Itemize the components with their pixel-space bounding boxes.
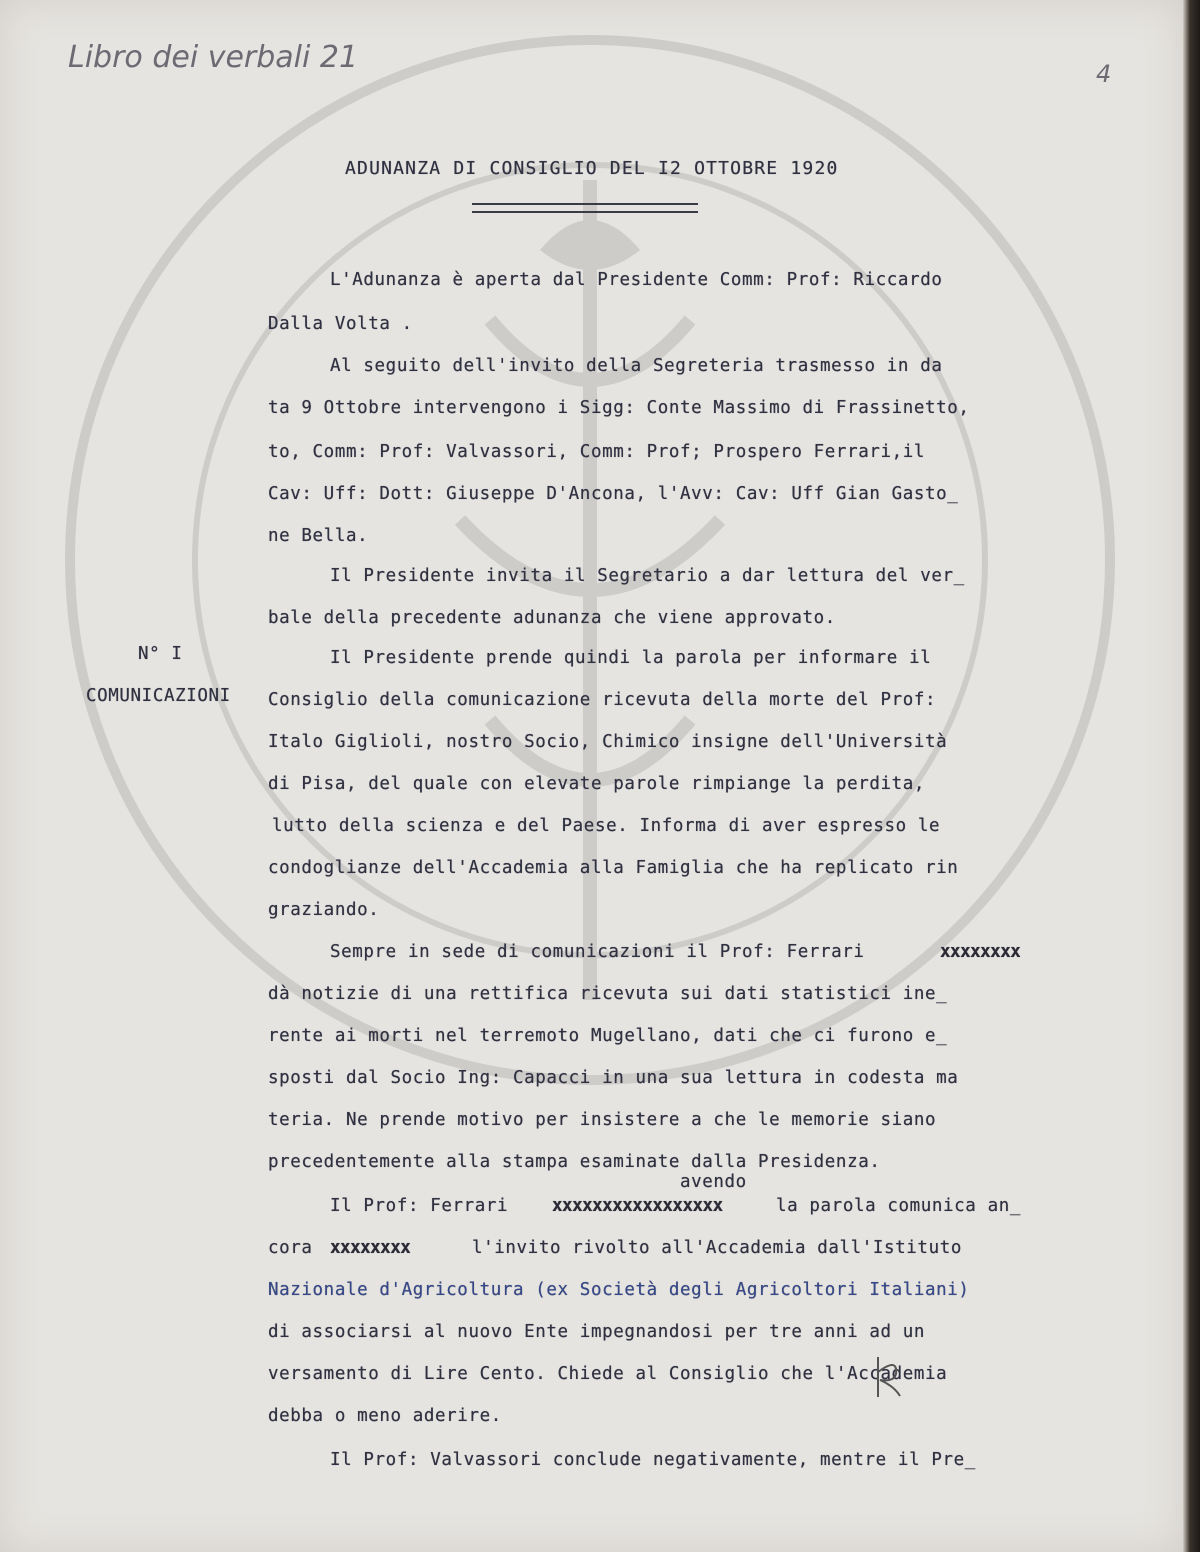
watermark-seal xyxy=(20,20,1160,1100)
interlinear-insert: avendo xyxy=(680,1172,747,1192)
body-line: cora xyxy=(268,1238,313,1258)
body-line: di Pisa, del quale con elevate parole rimpiange la perdita, xyxy=(268,774,926,794)
body-line: rente ai morti nel terremoto Mugellano, dati che ci furono e_ xyxy=(268,1026,948,1046)
body-line: versamento di Lire Cento. Chiede al Consiglio che l'Accademia xyxy=(268,1364,948,1384)
body-line: ta 9 Ottobre intervengono i Sigg: Conte Massimo di Frassinetto, xyxy=(268,398,970,418)
body-line: Il Prof: Ferrari xyxy=(330,1196,509,1216)
handwritten-note: Libro dei verbali 21 xyxy=(68,40,359,75)
margin-note-number: N° I xyxy=(138,644,183,664)
struck-text: xxxxxxxx xyxy=(940,942,1021,962)
struck-text: xxxxxxxx xyxy=(330,1238,411,1258)
body-line: teria. Ne prende motivo per insistere a che le memorie siano xyxy=(268,1110,937,1130)
margin-note-section: COMUNICAZIONI xyxy=(86,686,231,706)
body-line: dà notizie di una rettifica ricevuta sui dati statistici ine_ xyxy=(268,984,948,1004)
body-line: di associarsi al nuovo Ente impegnandosi per tre anni ad un xyxy=(268,1322,926,1342)
body-line: Nazionale d'Agricoltura (ex Società degli Agricoltori Italiani) xyxy=(268,1280,970,1300)
body-line: graziando. xyxy=(268,900,380,920)
document-title: ADUNANZA DI CONSIGLIO DEL I2 OTTOBRE 1920 xyxy=(345,158,839,179)
body-line: precedentemente alla stampa esaminate dalla Presidenza. xyxy=(268,1152,881,1172)
body-line: Dalla Volta . xyxy=(268,314,413,334)
body-line: Al seguito dell'invito della Segreteria trasmesso in da xyxy=(330,356,943,376)
body-line: Italo Giglioli, nostro Socio, Chimico insigne dell'Università xyxy=(268,732,948,752)
body-line: Il Prof: Valvassori conclude negativamente, mentre il Pre_ xyxy=(330,1450,976,1470)
page-edge-shadow xyxy=(1183,0,1200,1552)
body-line: Cav: Uff: Dott: Giuseppe D'Ancona, l'Avv: Cav: Uff Gian Gasto_ xyxy=(268,484,959,504)
body-line: Il Presidente prende quindi la parola per informare il xyxy=(330,648,932,668)
body-line: condoglianze dell'Accademia alla Famiglia che ha replicato rin xyxy=(268,858,959,878)
title-underline xyxy=(472,203,698,213)
body-line: Sempre in sede di comunicazioni il Prof: Ferrari xyxy=(330,942,865,962)
body-line: debba o meno aderire. xyxy=(268,1406,502,1426)
body-line: sposti dal Socio Ing: Capacci in una sua lettura in codesta ma xyxy=(268,1068,959,1088)
body-line: lutto della scienza e del Paese. Informa di aver espresso le xyxy=(272,816,941,836)
body-line: Consiglio della comunicazione ricevuta della morte del Prof: xyxy=(268,690,937,710)
struck-text: xxxxxxxxxxxxxxxxx xyxy=(552,1196,723,1216)
body-line: l'invito rivolto all'Accademia dall'Istituto xyxy=(472,1238,962,1258)
page-number: 4 xyxy=(1096,60,1112,88)
handwritten-mark xyxy=(868,1352,908,1402)
body-line: Il Presidente invita il Segretario a dar lettura del ver_ xyxy=(330,566,965,586)
body-line: ne Bella. xyxy=(268,526,369,546)
body-line: to, Comm: Prof: Valvassori, Comm: Prof; Prospero Ferrari,il xyxy=(268,442,926,462)
body-line: bale della precedente adunanza che viene approvato. xyxy=(268,608,836,628)
body-line: la parola comunica an_ xyxy=(776,1196,1021,1216)
body-line: L'Adunanza è aperta dal Presidente Comm: Prof: Riccardo xyxy=(330,270,943,290)
